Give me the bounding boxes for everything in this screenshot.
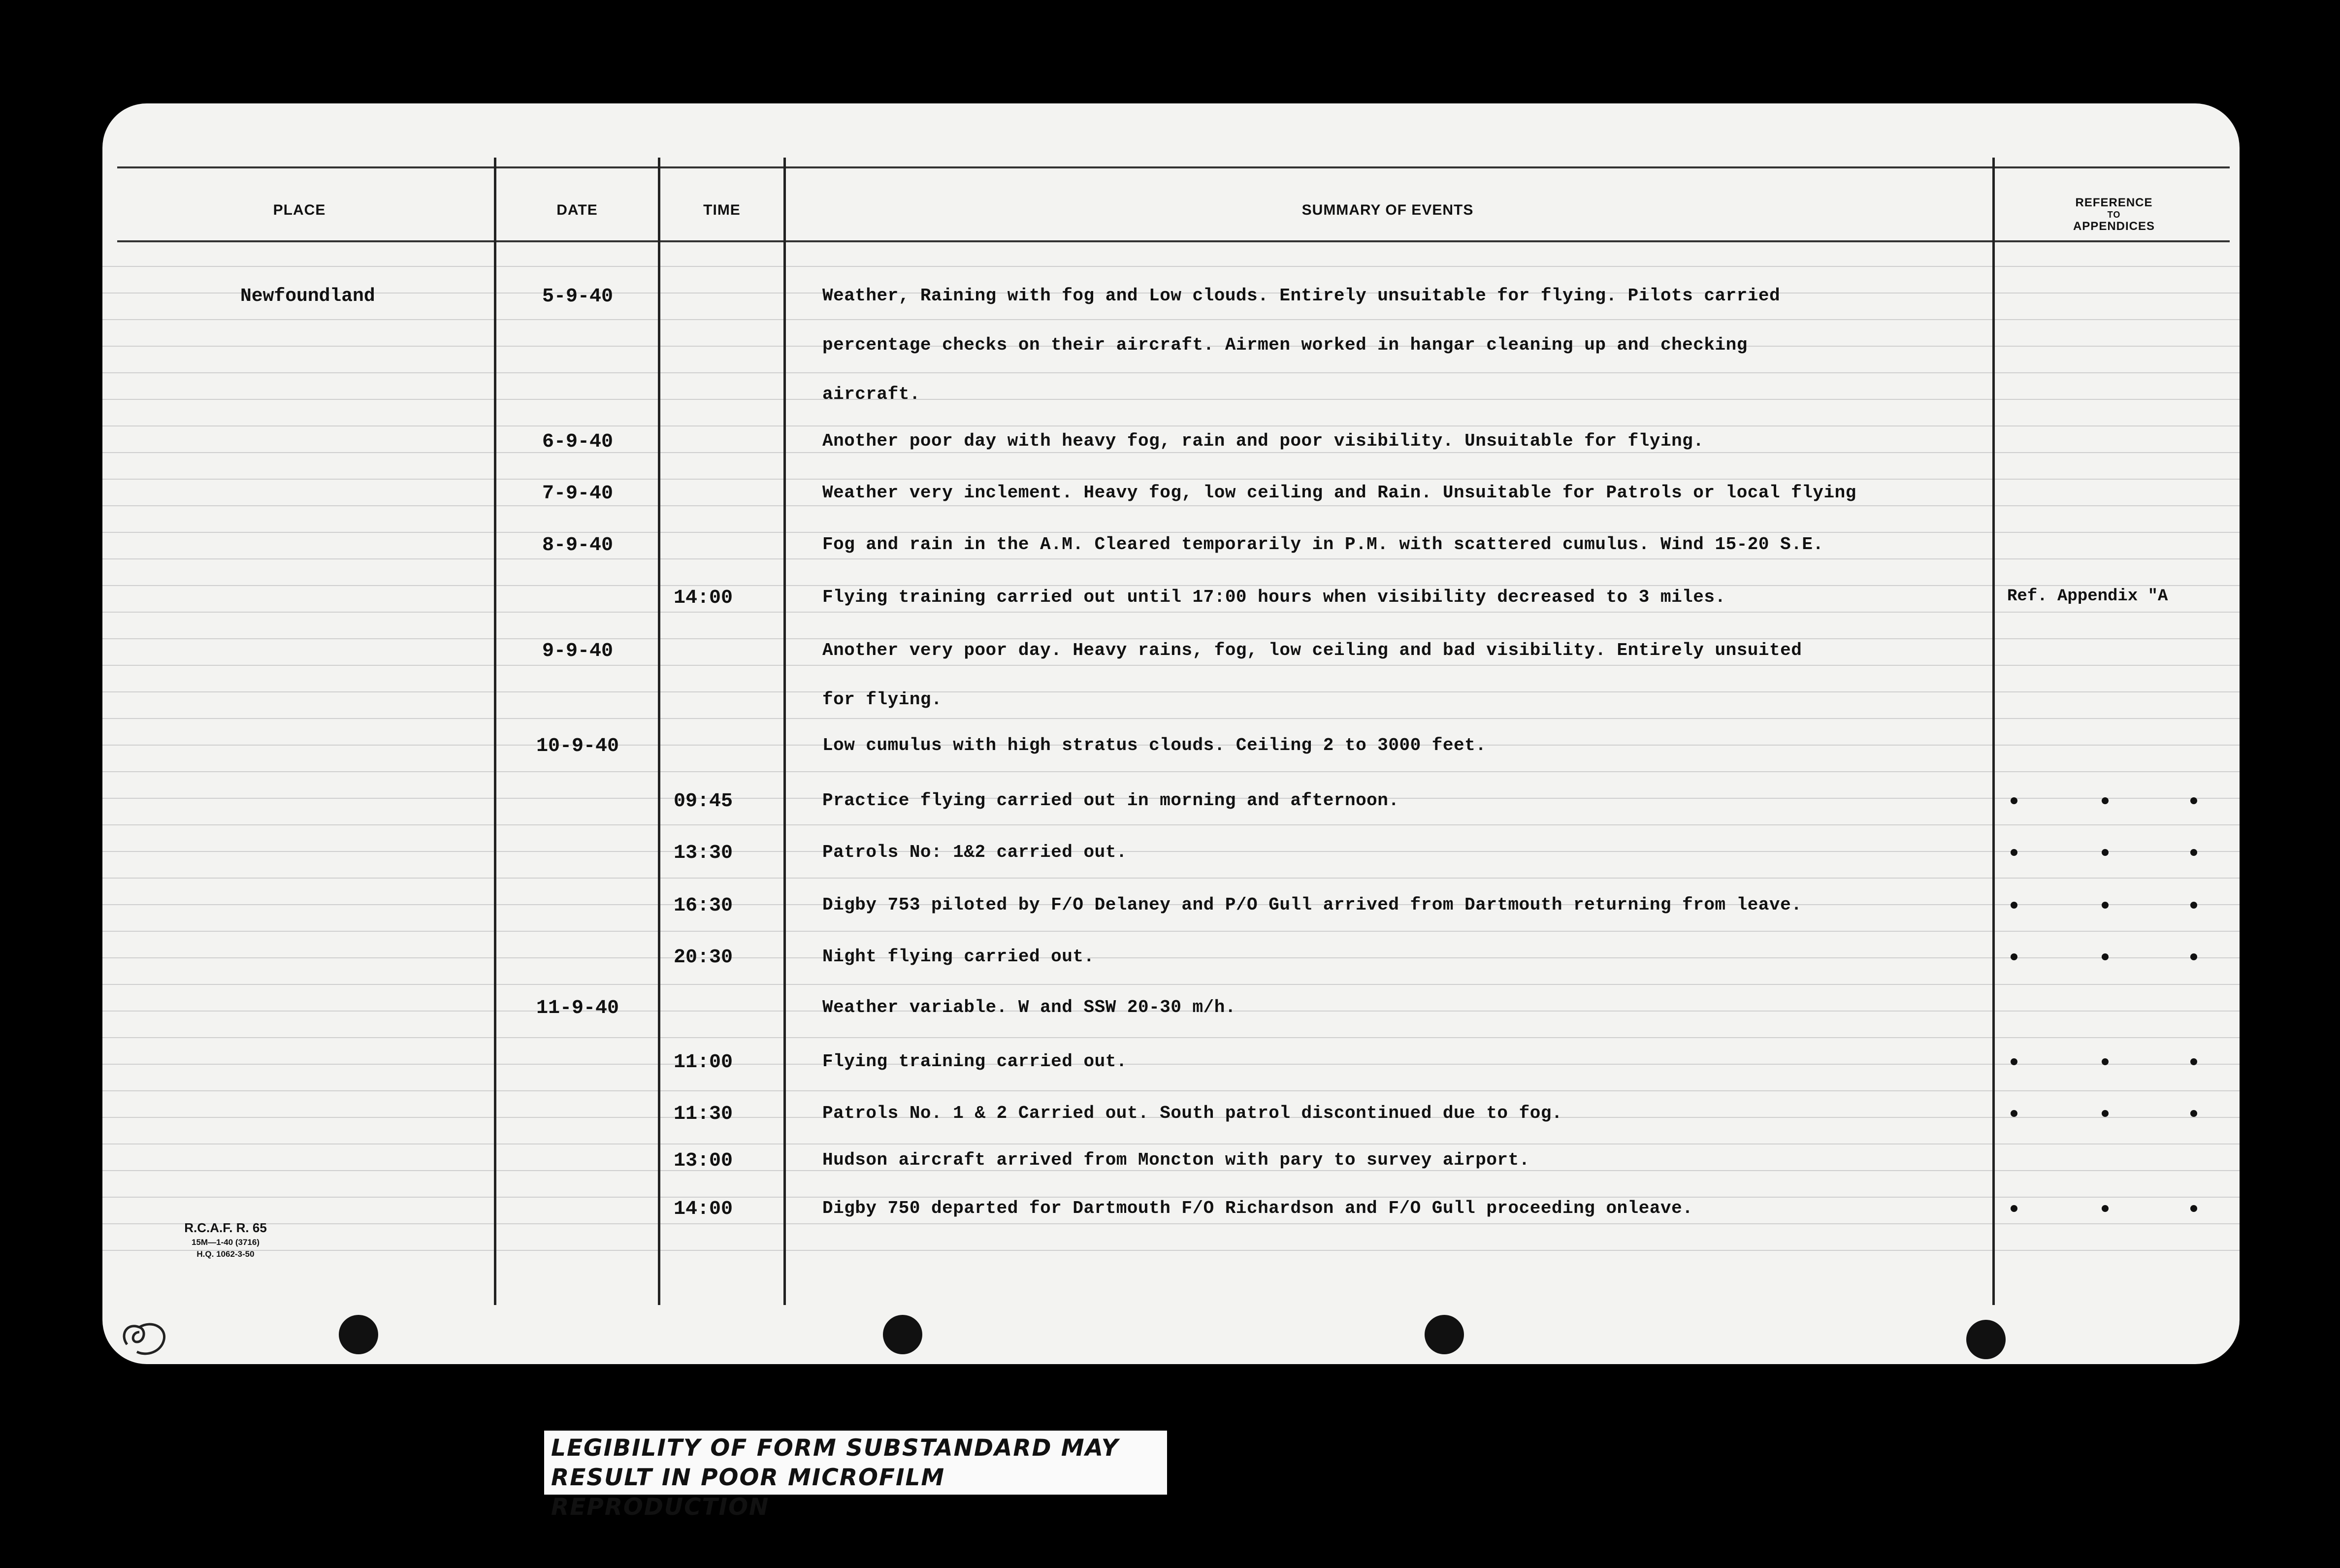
reference-tick-mark	[2102, 1058, 2109, 1065]
entry-time: 13:30	[674, 842, 733, 864]
column-divider-summary-reference	[1992, 158, 1995, 1305]
ruled-line	[102, 984, 2240, 985]
notice-line2: RESULT IN POOR MICROFILM REPRODUCTION	[551, 1464, 945, 1521]
reference-tick-mark	[2011, 849, 2017, 856]
entry-time: 11:00	[674, 1051, 733, 1074]
column-divider-date-time	[658, 158, 660, 1305]
entry-summary-line: Flying training carried out.	[822, 1051, 1127, 1072]
entry-summary-line: for flying.	[822, 689, 942, 710]
entry-summary-line: percentage checks on their aircraft. Airmen worked in hangar cleaning up and checking	[822, 335, 1748, 355]
reference-tick-mark	[2102, 797, 2109, 804]
column-divider-place-date	[494, 158, 496, 1305]
entry-date: 9-9-40	[542, 640, 614, 662]
entry-summary-line: aircraft.	[822, 384, 920, 404]
ruled-line	[102, 425, 2240, 426]
entry-summary-line: Patrols No. 1 & 2 Carried out. South patrol discontinued due to fog.	[822, 1103, 1563, 1123]
ruled-line	[102, 851, 2240, 852]
reference-tick-mark	[2190, 849, 2197, 856]
ruled-line	[102, 1170, 2240, 1171]
reference-tick-mark	[2190, 902, 2197, 909]
entry-place: Newfoundland	[240, 286, 375, 307]
ruled-line	[102, 452, 2240, 453]
entry-time: 11:30	[674, 1103, 733, 1125]
ruled-line	[102, 771, 2240, 772]
entry-summary-line: Low cumulus with high stratus clouds. Ceiling 2 to 3000 feet.	[822, 735, 1487, 755]
entry-date: 7-9-40	[542, 483, 614, 505]
header-summary: SUMMARY OF EVENTS	[1301, 202, 1474, 218]
entry-time: 14:00	[674, 587, 733, 609]
ruled-line	[102, 665, 2240, 666]
header-top-rule	[117, 166, 2230, 168]
header-place: PLACE	[273, 202, 326, 218]
ruled-line	[102, 957, 2240, 958]
entry-summary-line: Digby 753 piloted by F/O Delaney and P/O Gull arrived from Dartmouth returning from leave.	[822, 895, 1802, 915]
reference-tick-mark	[2190, 797, 2197, 804]
reference-tick-mark	[2011, 902, 2017, 909]
ruled-line	[102, 638, 2240, 639]
entry-summary-line: Patrols No: 1&2 carried out.	[822, 842, 1127, 862]
paper-clip-icon	[117, 1315, 171, 1359]
ruled-line	[102, 1223, 2240, 1224]
reference-tick-mark	[2102, 1205, 2109, 1212]
ruled-line	[102, 878, 2240, 879]
ruled-line	[102, 532, 2240, 533]
entry-summary-line: Practice flying carried out in morning and afternoon.	[822, 790, 1399, 811]
entry-time: 13:00	[674, 1150, 733, 1172]
reference-tick-mark	[2102, 849, 2109, 856]
reference-tick-mark	[2190, 953, 2197, 960]
entry-reference: Ref. Appendix "A	[2007, 587, 2168, 606]
reference-tick-mark	[2190, 1205, 2197, 1212]
ruled-line	[102, 612, 2240, 613]
reference-tick-mark	[2102, 953, 2109, 960]
entry-summary-line: Night flying carried out.	[822, 947, 1095, 967]
notice-line1: LEGIBILITY OF FORM SUBSTANDARD MAY	[551, 1435, 1119, 1462]
ruled-line	[102, 1037, 2240, 1038]
ruled-line	[102, 319, 2240, 320]
ruled-line	[102, 1197, 2240, 1198]
entry-time: 09:45	[674, 790, 733, 813]
entry-date: 11-9-40	[536, 997, 619, 1019]
reference-tick-mark	[2190, 1110, 2197, 1117]
ruled-line	[102, 824, 2240, 825]
form-code-line3: H.Q. 1062-3-50	[196, 1249, 255, 1259]
entry-summary-line: Flying training carried out until 17:00 hours when visibility decreased to 3 miles.	[822, 587, 1726, 607]
binder-hole	[1425, 1315, 1464, 1354]
entry-summary-line: Another poor day with heavy fog, rain and poor visibility. Unsuitable for flying.	[822, 431, 1704, 451]
entry-date: 10-9-40	[536, 735, 619, 757]
entry-date: 6-9-40	[542, 431, 614, 453]
ruled-line	[102, 691, 2240, 692]
ruled-line	[102, 1064, 2240, 1065]
header-date: DATE	[556, 202, 598, 218]
reference-tick-mark	[2102, 1110, 2109, 1117]
ruled-line	[102, 585, 2240, 586]
reference-tick-mark	[2102, 902, 2109, 909]
form-code-line2: 15M—1-40 (3716)	[192, 1238, 260, 1247]
header-bottom-rule	[117, 240, 2230, 242]
column-divider-time-summary	[783, 158, 786, 1305]
microfilm-legibility-notice	[544, 1431, 1167, 1521]
reference-tick-mark	[2011, 953, 2017, 960]
header-time: TIME	[703, 202, 741, 218]
ruled-line	[102, 399, 2240, 400]
entry-summary-line: Weather very inclement. Heavy fog, low ceiling and Rain. Unsuitable for Patrols or local flying	[822, 483, 1856, 503]
ruled-line	[102, 1143, 2240, 1144]
entry-time: 14:00	[674, 1198, 733, 1220]
ruled-line	[102, 266, 2240, 267]
reference-tick-mark	[2011, 1205, 2017, 1212]
ruled-line	[102, 1090, 2240, 1091]
reference-tick-mark	[2190, 1058, 2197, 1065]
entry-summary-line: Hudson aircraft arrived from Moncton with pary to survey airport.	[822, 1150, 1530, 1170]
header-reference	[1996, 195, 2232, 234]
ruled-line	[102, 931, 2240, 932]
entry-summary-line: Weather, Raining with fog and Low clouds. Entirely unsuitable for flying. Pilots carried	[822, 286, 1781, 306]
entry-date: 5-9-40	[542, 286, 614, 308]
ruled-line	[102, 479, 2240, 480]
entry-summary-line: Weather variable. W and SSW 20-30 m/h.	[822, 997, 1236, 1017]
entry-time: 20:30	[674, 947, 733, 969]
reference-tick-mark	[2011, 1058, 2017, 1065]
entry-date: 8-9-40	[542, 534, 614, 556]
ruled-line	[102, 558, 2240, 559]
ruled-line	[102, 718, 2240, 719]
entry-summary-line: Fog and rain in the A.M. Cleared temporarily in P.M. with scattered cumulus. Wind 15-20 S.E.	[822, 534, 1824, 555]
ruled-line	[102, 1250, 2240, 1251]
header-reference-line3: APPENDICES	[2073, 220, 2155, 233]
diary-form-card	[102, 103, 2240, 1364]
reference-tick-mark	[2011, 797, 2017, 804]
binder-hole	[1966, 1320, 2006, 1359]
form-code	[152, 1220, 299, 1259]
binder-hole	[339, 1315, 378, 1354]
entry-summary-line: Another very poor day. Heavy rains, fog, low ceiling and bad visibility. Entirely unsuited	[822, 640, 1802, 660]
header-reference-line1: REFERENCE	[2075, 196, 2153, 209]
form-code-line1: R.C.A.F. R. 65	[184, 1220, 267, 1235]
binder-hole	[883, 1315, 922, 1354]
header-reference-line2: TO	[2107, 210, 2121, 220]
entry-time: 16:30	[674, 895, 733, 917]
ruled-line	[102, 505, 2240, 506]
reference-tick-mark	[2011, 1110, 2017, 1117]
ruled-line	[102, 372, 2240, 373]
entry-summary-line: Digby 750 departed for Dartmouth F/O Richardson and F/O Gull proceeding onleave.	[822, 1198, 1693, 1218]
